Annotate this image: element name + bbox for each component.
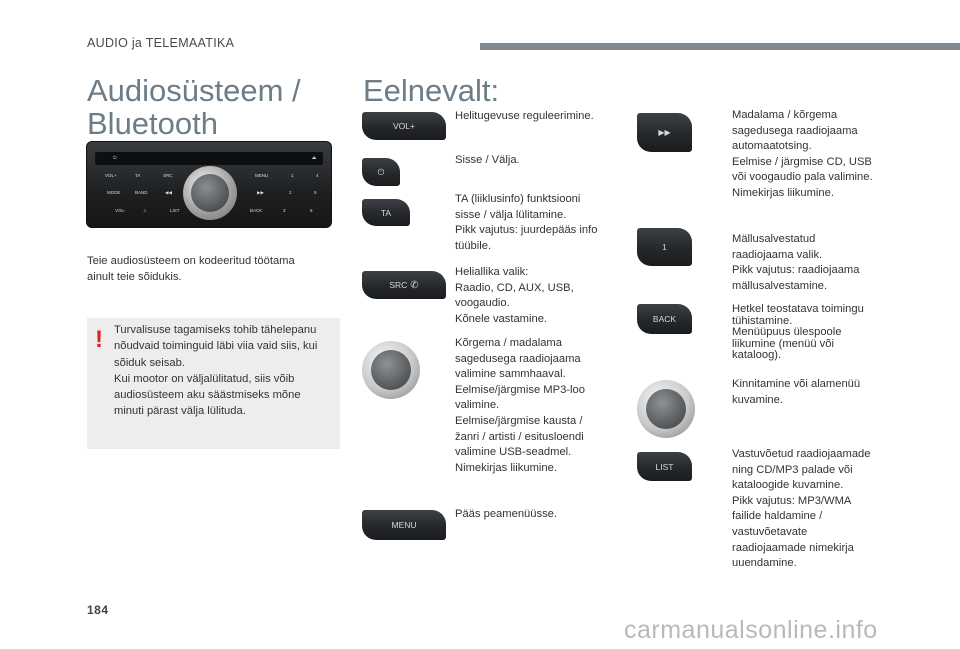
description-line: Raadio, CD, AUX, USB, (455, 281, 574, 294)
radio-label: 1 (291, 173, 294, 178)
radio-label: BAND (135, 190, 148, 195)
radio-power-icon: ⏻ (113, 155, 117, 160)
description-line: Vastuvõetud raadiojaamade (732, 448, 871, 460)
tuning-knob-center (371, 350, 411, 390)
list-button (637, 452, 692, 481)
description-line: vastuvõetavate (732, 525, 808, 538)
power-icon: ⏻ (377, 166, 385, 177)
description-line: Kõrgema / madalama (455, 337, 562, 349)
warning-line: audiosüsteem aku säästmiseks mõne (114, 389, 301, 402)
vol-plus-description (455, 109, 625, 125)
back-description (732, 304, 912, 362)
description-line: ning CD/MP3 palade või (732, 463, 853, 476)
description-line: Nimekirjas liikumine. (732, 186, 834, 199)
page-title-line2: Bluetooth (87, 106, 218, 141)
description-line: Nimekirjas liikumine. (455, 461, 557, 474)
section-header: AUDIO ja TELEMAATIKA (87, 36, 235, 50)
intro-line: ainult teie sõidukis. (87, 271, 182, 283)
knob-press-description (732, 377, 912, 408)
ta-button-label: TA (380, 207, 392, 218)
warning-line: nõudvaid toiminguid läbi viia vaid siis, kui (114, 340, 318, 353)
description-line: TA (liiklusinfo) funktsiooni (455, 193, 581, 205)
header-rule (480, 43, 960, 50)
src-button (362, 271, 446, 299)
intro-line: Teie audiosüsteem on kodeeritud töötama (87, 255, 295, 267)
fast-forward-icon: ▶▶ (658, 128, 671, 137)
description-line: raadiojaama valik. (732, 248, 823, 261)
description-line: uuendamine. (732, 557, 797, 570)
power-description (455, 153, 625, 169)
description-line: liikumine (menüü või (732, 337, 834, 350)
description-line: Kinnitamine või alamenüü (732, 378, 861, 390)
description-line: Pikk vajutus: juurdepääs info (455, 224, 598, 237)
warning-line: Turvalisuse tagamiseks tohib tähelepanu (114, 324, 317, 336)
warning-line: sõiduk seisab. (114, 356, 185, 369)
description-line: sagedusega raadiojaama (455, 352, 581, 365)
radio-label: VOL+ (105, 173, 117, 178)
description-line: Heliallika valik: (455, 266, 529, 278)
vol-plus-button-label: VOL+ (393, 121, 415, 131)
radio-label: 2 (289, 190, 292, 195)
page-title (87, 74, 301, 140)
description-line: raadiojaamade nimekirja (732, 541, 854, 554)
description-line: kuvamine. (732, 393, 783, 406)
description-line: Menüüpuus ülespoole (732, 326, 842, 338)
intro-text (87, 253, 327, 285)
description-line: Madalama / kõrgema (732, 109, 838, 121)
description-line: Mällusalvestatud (732, 233, 816, 245)
description-line: voogaudio. (455, 297, 510, 310)
ta-description (455, 192, 625, 254)
radio-label: LIST (170, 208, 180, 213)
radio-music-icon: ♫ (143, 208, 147, 213)
src-button-label: SRC (389, 280, 408, 290)
radio-label: 4 (316, 173, 319, 178)
seek-description (732, 108, 912, 202)
description-line: automaatotsing. (732, 140, 812, 153)
preset-description (732, 232, 912, 294)
radio-prev-icon: ◀◀ (165, 190, 172, 195)
description-line: žanri / artisti / esitusloendi (455, 430, 584, 443)
warning-box (87, 318, 340, 449)
warning-text (114, 322, 336, 420)
vol-plus-button (362, 112, 446, 140)
radio-label: 5 (314, 190, 317, 195)
page-number: 184 (87, 603, 109, 617)
warning-icon: ! (95, 326, 103, 353)
radio-label: MODE (107, 190, 121, 195)
warning-line: minuti pärast välja lülituda. (114, 405, 246, 418)
menu-description (455, 507, 625, 523)
description-line: Eelmise/järgmise kausta / (455, 414, 583, 427)
description-line: Hetkel teostatava toimingu (732, 303, 864, 315)
menu-button (362, 510, 446, 540)
description-line: tüübile. (455, 239, 492, 252)
description-line: või voogaudio pala valimine. (732, 171, 873, 184)
radio-next-icon: ▶▶ (257, 190, 264, 195)
description-line: mällusalvestamine. (732, 279, 828, 292)
description-line: Eelmise/järgmise MP3-loo (455, 383, 585, 396)
back-button-label: BACK (652, 314, 677, 324)
menu-button-label: MENU (391, 520, 417, 530)
src-description (455, 265, 625, 327)
back-button (637, 304, 692, 334)
radio-label: SRC (163, 173, 173, 178)
list-description (732, 447, 912, 572)
preset-1-button-label: 1 (662, 242, 667, 252)
seek-button (637, 113, 692, 152)
description-line: valimine. (455, 399, 500, 412)
knob-turn-description (455, 336, 625, 476)
ta-button (362, 199, 410, 226)
section-title: Eelnevalt: (363, 73, 500, 108)
description-line: Pikk vajutus: raadiojaama (732, 264, 860, 277)
list-button-label: LIST (655, 461, 674, 472)
radio-label: 3 (283, 208, 286, 213)
description-line: Pikk vajutus: MP3/WMA (732, 494, 852, 507)
description-line: sisse / välja lülitamine. (455, 208, 567, 221)
description-line: valimine sammhaaval. (455, 368, 566, 381)
radio-label: BACK (250, 208, 263, 213)
watermark: carmanualsonline.info (624, 616, 878, 644)
radio-label: VOL- (115, 208, 126, 213)
radio-label: MENU (255, 173, 269, 178)
warning-line: Kui mootor on väljalülitatud, siis võib (114, 372, 295, 385)
description-line: tühistamine. (732, 314, 793, 327)
radio-label: 6 (310, 208, 313, 213)
description-line: kataloogide kuvamine. (732, 479, 844, 492)
radio-eject-icon: ⏏ (312, 155, 317, 160)
power-button (362, 158, 400, 186)
radio-knob-center (191, 174, 229, 212)
description-line: valimine USB-seadmel. (455, 446, 572, 459)
description-line: Eelmise / järgmise CD, USB (732, 155, 872, 168)
description-line: Helitugevuse reguleerimine. (455, 110, 594, 122)
confirm-knob (637, 380, 695, 438)
confirm-knob-center (646, 389, 686, 429)
description-line: failide haldamine / (732, 510, 823, 523)
radio-label: TA (135, 173, 141, 178)
page-title-line1: Audiosüsteem / (87, 73, 301, 108)
description-line: kataloog). (732, 349, 782, 361)
description-line: Sisse / Välja. (455, 154, 520, 166)
tuning-knob (362, 341, 420, 399)
preset-1-button (637, 228, 692, 266)
description-line: Pääs peamenüüsse. (455, 508, 557, 520)
description-line: sagedusega raadiojaama (732, 124, 858, 137)
radio-unit-image (86, 141, 332, 228)
phone-icon: ✆ (410, 279, 419, 291)
radio-top-strip (95, 152, 323, 165)
description-line: Kõnele vastamine. (455, 312, 548, 325)
